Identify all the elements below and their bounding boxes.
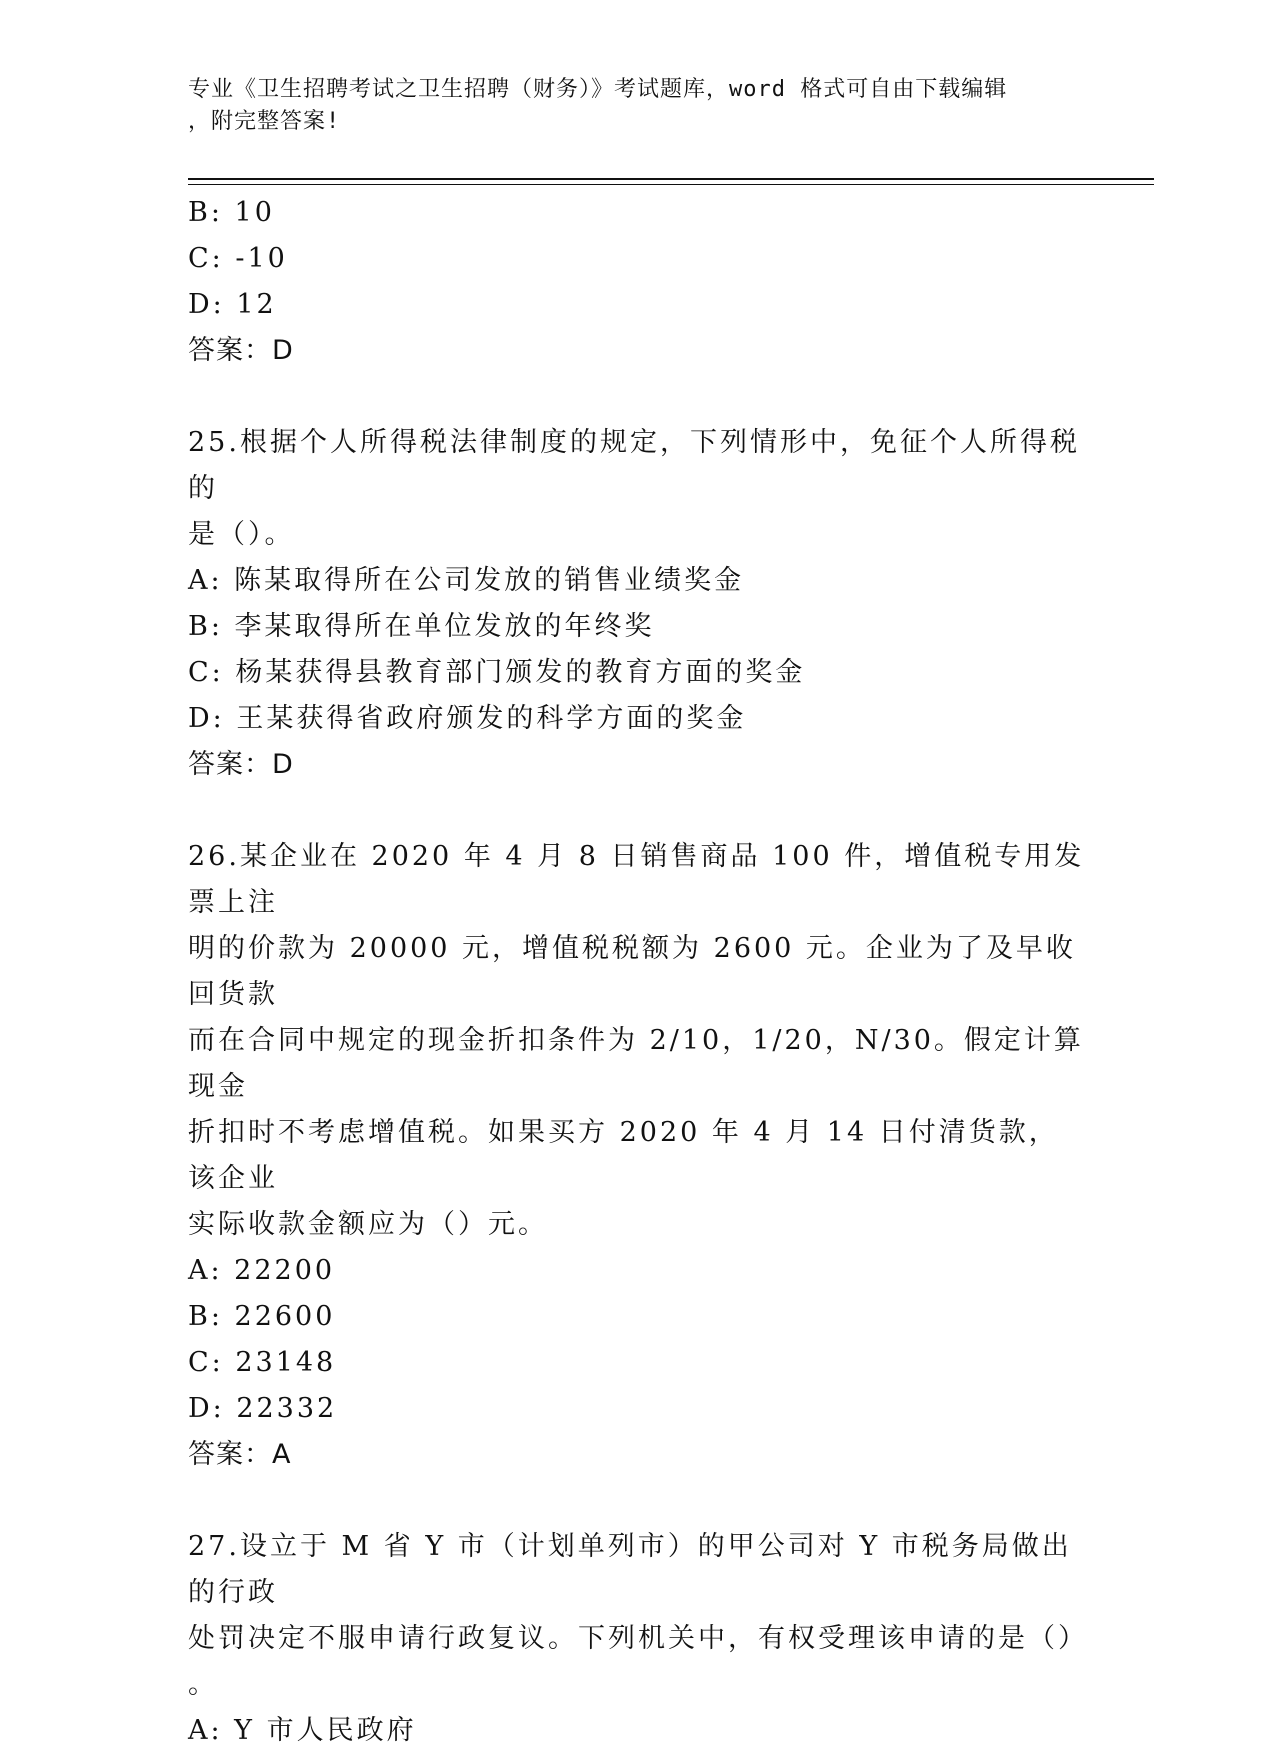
question-26-option-c: C: 23148 bbox=[188, 1347, 337, 1378]
question-25-option-c: C: 杨某获得县教育部门颁发的教育方面的奖金 bbox=[188, 657, 806, 688]
question-25-option-b: B: 李某取得所在单位发放的年终奖 bbox=[188, 611, 655, 642]
header-rule-thick bbox=[188, 178, 1154, 180]
question-27-text-line-3: 。 bbox=[188, 1669, 218, 1700]
question-content bbox=[188, 190, 1088, 1754]
option-b: B: 10 bbox=[188, 197, 275, 228]
question-27-text-line-1: 27.设立于 M 省 Y 市（计划单列市）的甲公司对 Y 市税务局做出的行政 bbox=[188, 1531, 1072, 1608]
question-27-text-line-2: 处罚决定不服申请行政复议。下列机关中，有权受理该申请的是（） bbox=[188, 1623, 1088, 1654]
question-26-text-line-4: 折扣时不考虑增值税。如果买方 2020 年 4 月 14 日付清货款，该企业 bbox=[188, 1117, 1059, 1194]
question-25-answer: 答案：D bbox=[188, 749, 294, 780]
header-rule-thin bbox=[188, 184, 1154, 185]
question-26-answer: 答案：A bbox=[188, 1439, 292, 1470]
question-26-option-d: D: 22332 bbox=[188, 1393, 338, 1424]
header-line-1: 专业《卫生招聘考试之卫生招聘（财务）》考试题库，word 格式可自由下载编辑 bbox=[188, 77, 1008, 102]
question-26-text-line-3: 而在合同中规定的现金折扣条件为 2/10，1/20，N/30。假定计算现金 bbox=[188, 1025, 1084, 1102]
question-25-option-d: D: 王某获得省政府颁发的科学方面的奖金 bbox=[188, 703, 747, 734]
question-26-text-line-1: 26.某企业在 2020 年 4 月 8 日销售商品 100 件，增值税专用发票上注 bbox=[188, 841, 1085, 918]
document-header bbox=[188, 74, 1088, 138]
answer-line: 答案：D bbox=[188, 335, 294, 366]
question-26-option-b: B: 22600 bbox=[188, 1301, 336, 1332]
question-26-text-line-5: 实际收款金额应为（）元。 bbox=[188, 1209, 548, 1240]
header-line-2: ，附完整答案! bbox=[188, 109, 341, 134]
question-26-text-line-2: 明的价款为 20000 元，增值税税额为 2600 元。企业为了及早收回货款 bbox=[188, 933, 1076, 1010]
question-25-text-line-1: 25.根据个人所得税法律制度的规定，下列情形中，免征个人所得税的 bbox=[188, 427, 1080, 504]
option-c: C: -10 bbox=[188, 243, 288, 274]
option-d: D: 12 bbox=[188, 289, 277, 320]
question-25-option-a: A: 陈某取得所在公司发放的销售业绩奖金 bbox=[188, 565, 745, 596]
question-27-option-a: A: Y 市人民政府 bbox=[188, 1715, 417, 1746]
question-25-text-line-2: 是（）。 bbox=[188, 519, 295, 550]
question-26-option-a: A: 22200 bbox=[188, 1255, 336, 1286]
